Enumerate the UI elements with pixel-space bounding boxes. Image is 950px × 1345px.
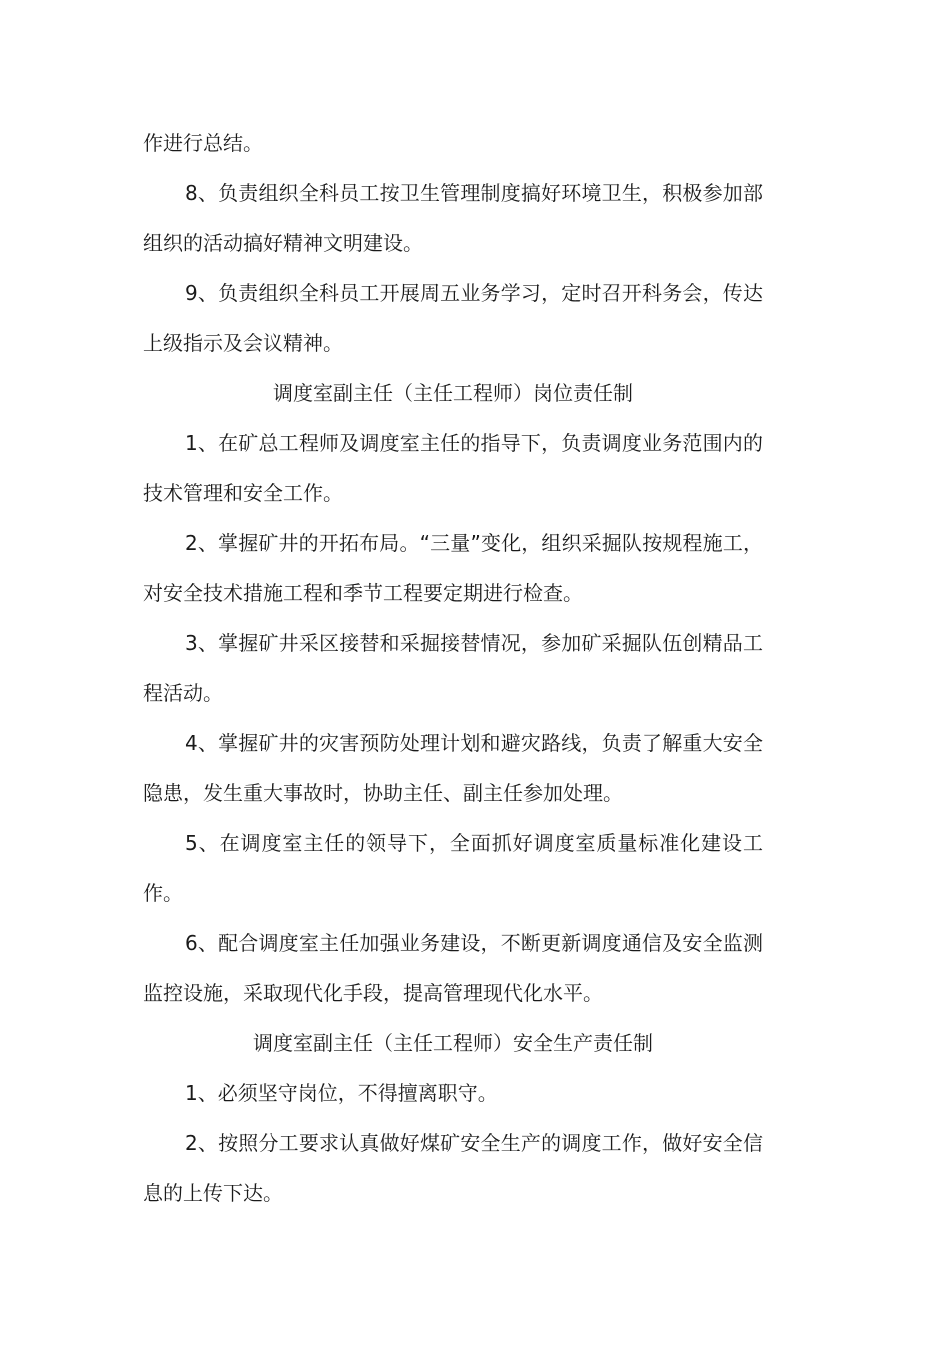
paragraph-item-1: 1、在矿总工程师及调度室主任的指导下，负责调度业务范围内的技术管理和安全工作。: [143, 431, 763, 505]
paragraph-item-3: 3、掌握矿井采区接替和采掘接替情况，参加矿采掘队伍创精品工程活动。: [143, 631, 763, 705]
paragraph-safety-item-1: 1、必须坚守岗位，不得擅离职守。: [185, 1081, 498, 1105]
paragraph-item-2: 2、掌握矿井的开拓布局。“三量”变化，组织采掘队按规程施工，对安全技术措施工程和季节工程要定期进行检查。: [143, 531, 763, 605]
paragraph-item-4: 4、掌握矿井的灾害预防处理计划和避灾路线，负责了解重大安全隐患，发生重大事故时，协助主任、副主任参加处理。: [143, 731, 763, 805]
paragraph-item-9: 9、负责组织全科员工开展周五业务学习，定时召开科务会，传达上级指示及会议精神。: [143, 281, 763, 355]
paragraph-continuation: 作进行总结。: [143, 131, 263, 155]
paragraph-item-8: 8、负责组织全科员工按卫生管理制度搞好环境卫生，积极参加部组织的活动搞好精神文明建设。: [143, 181, 763, 255]
section-heading-safety-responsibility: 调度室副主任（主任工程师）安全生产责任制: [253, 1031, 653, 1055]
section-heading-position-responsibility: 调度室副主任（主任工程师）岗位责任制: [273, 381, 633, 405]
paragraph-item-5: 5、在调度室主任的领导下，全面抓好调度室质量标准化建设工作。: [143, 831, 763, 905]
paragraph-safety-item-2: 2、按照分工要求认真做好煤矿安全生产的调度工作，做好安全信息的上传下达。: [143, 1131, 763, 1205]
paragraph-item-6: 6、配合调度室主任加强业务建设，不断更新调度通信及安全监测监控设施，采取现代化手段，提高管理现代化水平。: [143, 931, 763, 1005]
document-page: [143, 118, 763, 1218]
